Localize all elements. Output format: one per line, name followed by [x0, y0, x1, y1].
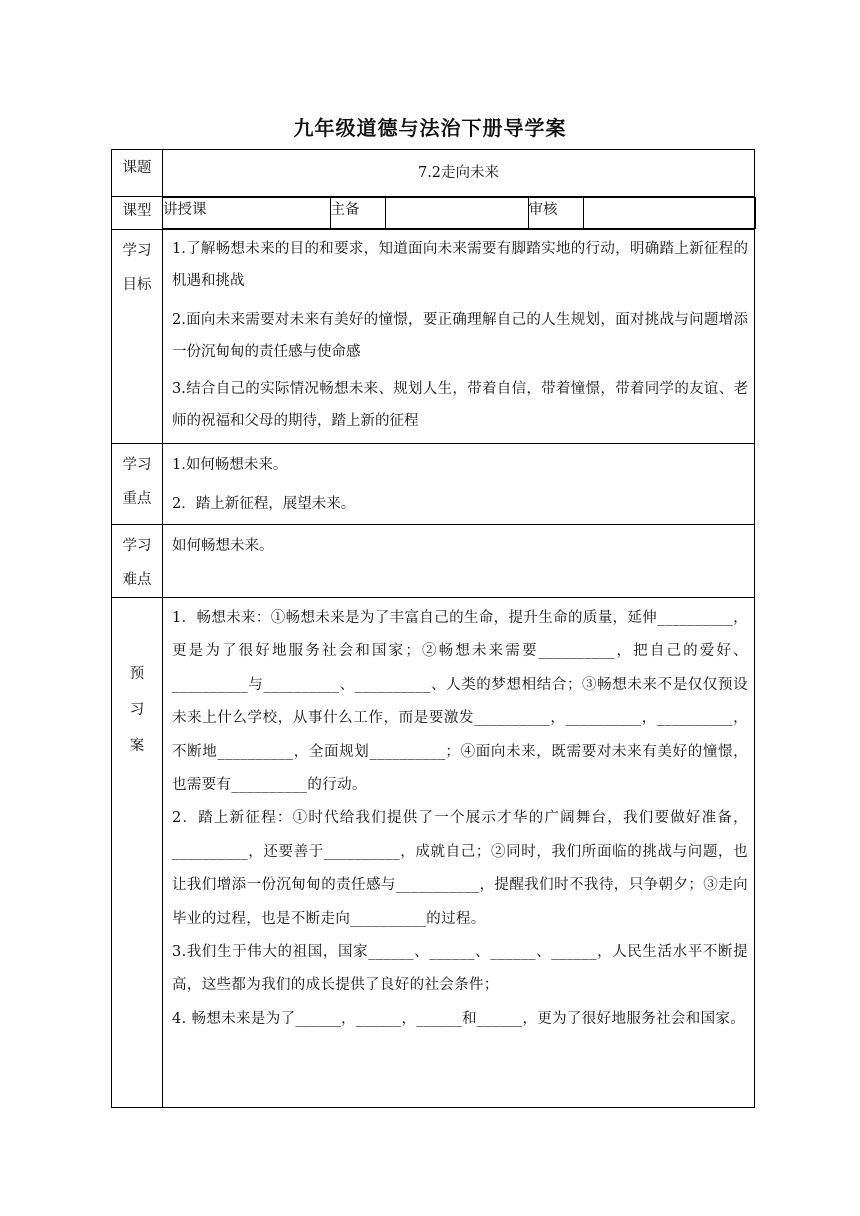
preparer-value[interactable] [385, 198, 528, 229]
type-label: 课型 [112, 197, 163, 230]
goal-item: 3.结合自己的实际情况畅想未来、规划人生，带着自信，带着憧憬，带着同学的友谊、老师的祝福和父母的期待，踏上新的征程 [172, 381, 748, 429]
goals-label-line1: 学习 [122, 243, 152, 259]
preview-item: 4. 畅想未来是为了______，______，______和______，更为了很好地服务社会和国家。 [172, 1010, 746, 1027]
goals-row [112, 230, 755, 444]
difficulties-row [112, 525, 755, 598]
key-point-item: 1.如何畅想未来。 [172, 457, 288, 473]
page-title: 九年级道德与法治下册导学案 [293, 116, 567, 140]
preview-label-line3: 案 [129, 738, 145, 754]
preview-label-line2: 习 [129, 702, 145, 718]
preview-item: 1．畅想未来：①畅想未来是为了丰富自己的生命，提升生命的质量，延伸__________，更是为了很好地服务社会和国家；②畅想未来需要__________，把自己的爱好、__________与__________、__________、人类的梦想相结合；③畅想未来不是仅仅预设未来上什么学校，从事什么工作，而是要激发__________，__________，__________，不断地__________，全面规划__________；④面向未来，既需要对未来有美好的憧憬，也需要有__________的行动。 [172, 610, 748, 794]
type-row [112, 197, 755, 230]
type-row-inner [163, 197, 756, 229]
course-type-value: 讲授课 [163, 198, 330, 229]
type-row-content [163, 197, 755, 230]
key-points-content [163, 444, 755, 525]
topic-value: 7.2走向未来 [163, 150, 755, 197]
difficulties-label-line2: 难点 [122, 572, 152, 588]
goals-label [112, 230, 163, 444]
key-points-label-line2: 重点 [122, 491, 152, 507]
difficulties-label [112, 525, 163, 598]
preview-item: 2．踏上新征程：①时代给我们提供了一个展示才华的广阔舞台，我们要做好准备，__________，还要善于__________，成就自己；②同时，我们所面临的挑战与问题，也让我们增添一份沉甸甸的责任感与___________，提醒我们时不我待，只争朝夕；③走向毕业的过程，也是不断走向__________的过程。 [172, 810, 748, 927]
key-points-row [112, 444, 755, 525]
preparer-label: 主备 [330, 198, 385, 229]
key-points-label [112, 444, 163, 525]
key-point-item: 2．踏上新征程，展望未来。 [172, 496, 356, 512]
preview-row [112, 598, 755, 1108]
reviewer-value[interactable] [583, 198, 755, 229]
preview-label-line1: 预 [129, 666, 145, 682]
goals-label-line2: 目标 [122, 277, 152, 293]
topic-label: 课题 [112, 150, 163, 197]
difficulty-item: 如何畅想未来。 [172, 538, 274, 554]
preview-content [163, 598, 755, 1108]
difficulties-content [163, 525, 755, 598]
topic-row [112, 150, 755, 197]
preview-label [112, 598, 163, 1108]
goal-item: 2.面向未来需要对未来有美好的憧憬，要正确理解自己的人生规划，面对挑战与问题增添一份沉甸甸的责任感与使命感 [172, 312, 748, 360]
reviewer-label: 审核 [528, 198, 583, 229]
study-guide-table [111, 149, 755, 1108]
preview-item: 3.我们生于伟大的祖国，国家______、______、______、______，人民生活水平不断提高，这些都为我们的成长提供了良好的社会条件； [172, 944, 748, 994]
key-points-label-line1: 学习 [122, 457, 152, 473]
difficulties-label-line1: 学习 [122, 538, 152, 554]
goals-content [163, 230, 755, 444]
goal-item: 1.了解畅想未来的目的和要求，知道面向未来需要有脚踏实地的行动，明确踏上新征程的机遇和挑战 [172, 241, 748, 289]
